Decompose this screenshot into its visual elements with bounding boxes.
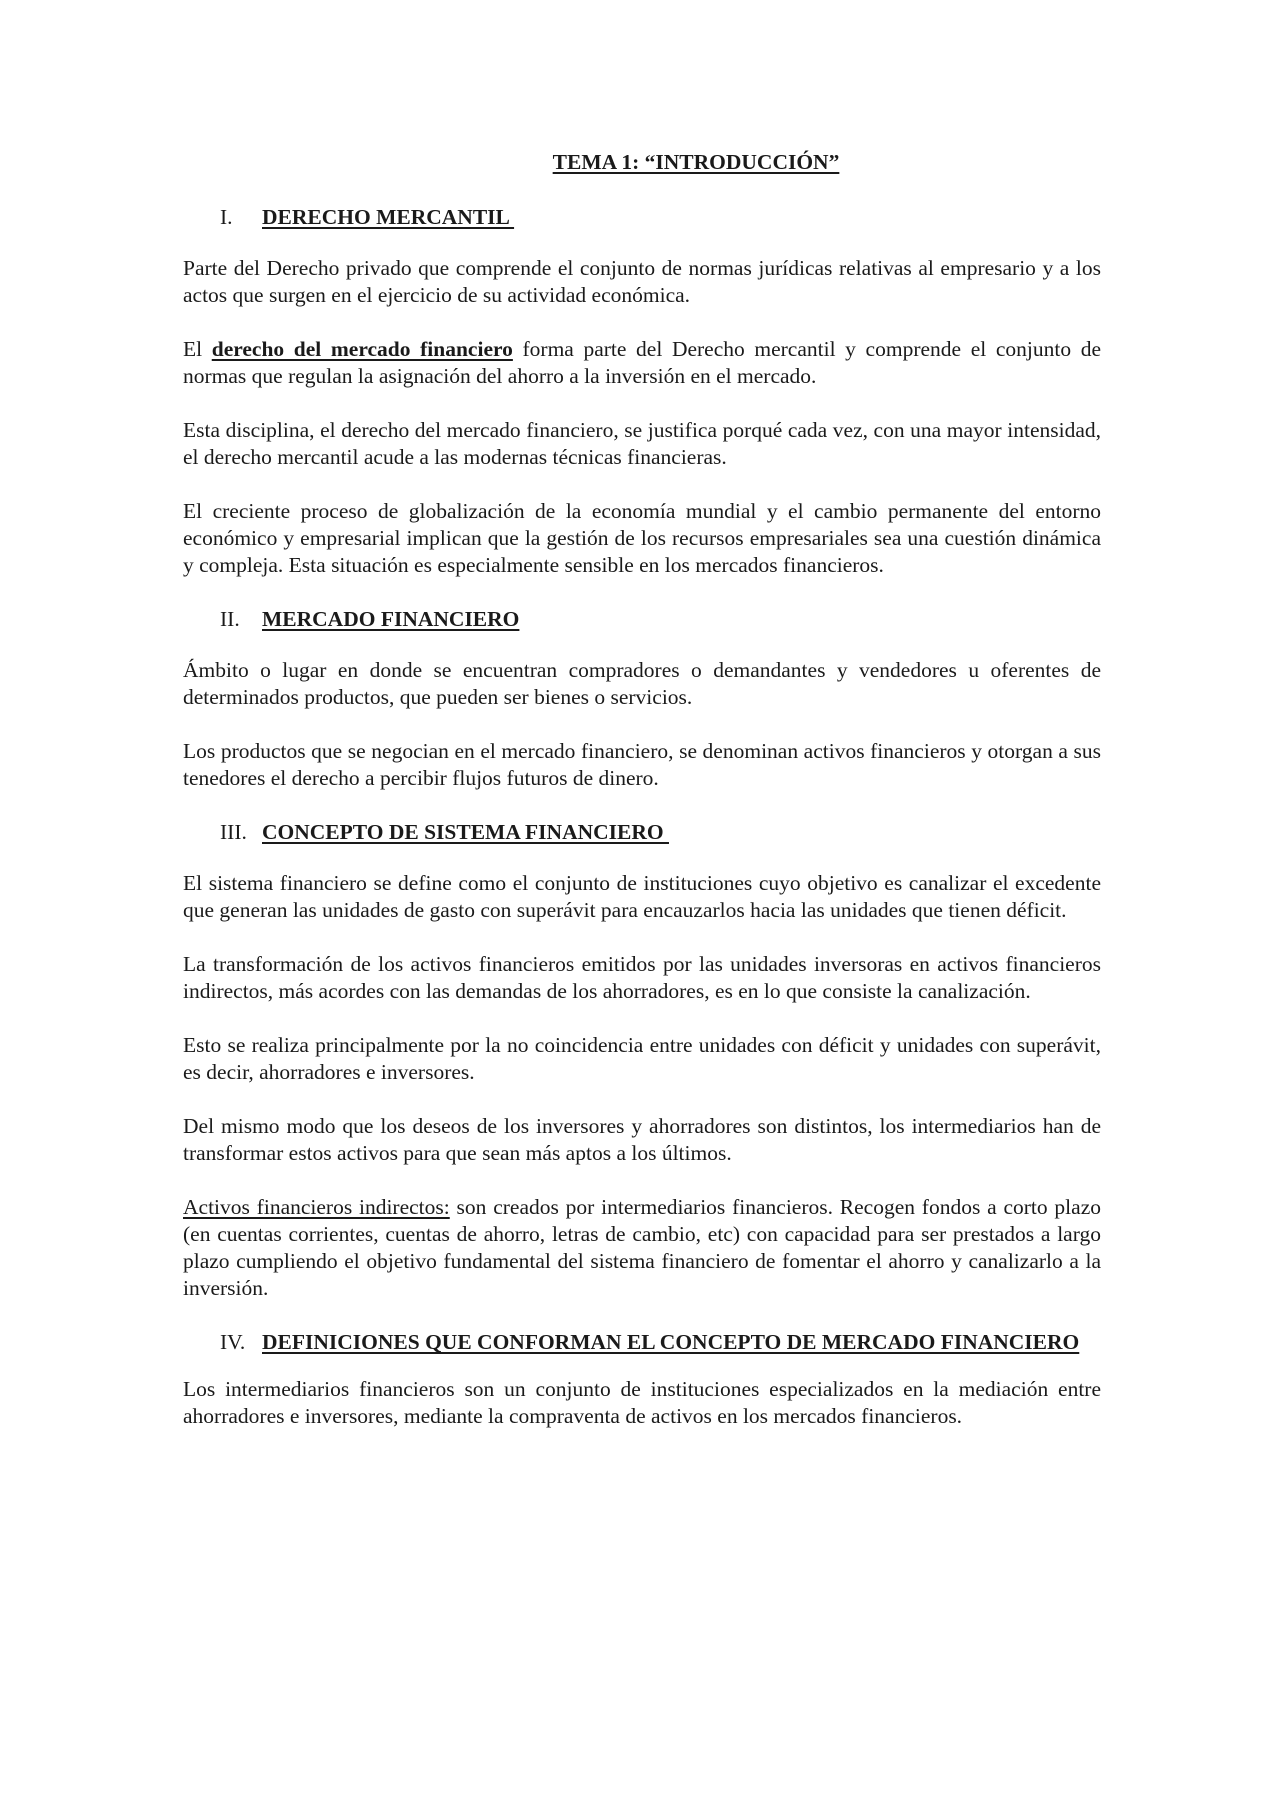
paragraph: Esto se realiza principalmente por la no coincidencia entre unidades con déficit y unidades con superávit, es decir, ahorradores e inversores. (183, 1033, 1101, 1084)
paragraph: El creciente proceso de globalización de la economía mundial y el cambio permanente del entorno económico y empresarial implican que la gestión de los recursos empresariales sea una cuestión dinámica y compleja. Esta situación es especialmente sensible en los mercados financieros. (183, 499, 1101, 577)
section-heading-1 (183, 204, 1101, 231)
paragraph: Los intermediarios financieros son un conjunto de instituciones especializados en la mediación entre ahorradores e inversores, mediante la compraventa de activos en los mercados financieros. (183, 1377, 1101, 1428)
section-heading-2 (183, 606, 1101, 633)
paragraph: Del mismo modo que los deseos de los inversores y ahorradores son distintos, los intermediarios han de transformar estos activos para que sean más aptos a los últimos. (183, 1114, 1101, 1165)
section-heading-3 (183, 819, 1101, 846)
document-title: TEMA 1: “INTRODUCCIÓN” (552, 150, 840, 174)
paragraph: Ámbito o lugar en donde se encuentran compradores o demandantes y vendedores u oferentes de determinados productos, que pueden ser bienes o servicios. (183, 658, 1101, 709)
bold-term: derecho del mercado financiero (211, 337, 513, 361)
paragraph: El sistema financiero se define como el conjunto de instituciones cuyo objetivo es canalizar el excedente que generan las unidades de gasto con superávit para encauzarlos hacia las unidades que tienen déficit. (183, 871, 1101, 922)
paragraph-text: son creados por intermediarios financieros. Recogen fondos a corto plazo (en cuentas corrientes, cuentas de ahorro, letras de cambio, etc) con capacidad para ser prestados a largo plazo cumpliendo el objetivo fundamental del sistema financiero de fomentar el ahorro y canalizarlo a la inversión. (183, 1195, 1101, 1300)
section-number: IV. (220, 1330, 246, 1354)
section-title: CONCEPTO DE SISTEMA FINANCIERO (262, 820, 669, 844)
section-title: DERECHO MERCANTIL (262, 205, 515, 229)
paragraph (183, 336, 1101, 390)
paragraph: La transformación de los activos financieros emitidos por las unidades inversoras en activos financieros indirectos, más acordes con las demandas de los ahorradores, es en lo que consiste la canalización. (183, 952, 1101, 1003)
section-title: MERCADO FINANCIERO (262, 607, 520, 631)
section-heading-4 (183, 1329, 1101, 1356)
paragraph (183, 1194, 1101, 1302)
paragraph: Parte del Derecho privado que comprende el conjunto de normas jurídicas relativas al empresario y a los actos que surgen en el ejercicio de su actividad económica. (183, 256, 1101, 307)
paragraph-text: forma parte del Derecho mercantil y comprende el conjunto de normas que regulan la asignación del ahorro a la inversión en el mercado. (183, 337, 1101, 388)
section-number: II. (220, 607, 240, 631)
underlined-term: Activos financieros indirectos: (183, 1195, 450, 1219)
paragraph-text: El (183, 337, 212, 361)
paragraph: Los productos que se negocian en el mercado financiero, se denominan activos financieros y otorgan a sus tenedores el derecho a percibir flujos futuros de dinero. (183, 739, 1101, 790)
section-number: III. (220, 820, 247, 844)
section-number: I. (220, 205, 233, 229)
section-title: DEFINICIONES QUE CONFORMAN EL CONCEPTO DE MERCADO FINANCIERO (262, 1330, 1080, 1354)
document-page (183, 149, 1101, 1457)
paragraph: Esta disciplina, el derecho del mercado financiero, se justifica porqué cada vez, con una mayor intensidad, el derecho mercantil acude a las modernas técnicas financieras. (183, 418, 1101, 469)
